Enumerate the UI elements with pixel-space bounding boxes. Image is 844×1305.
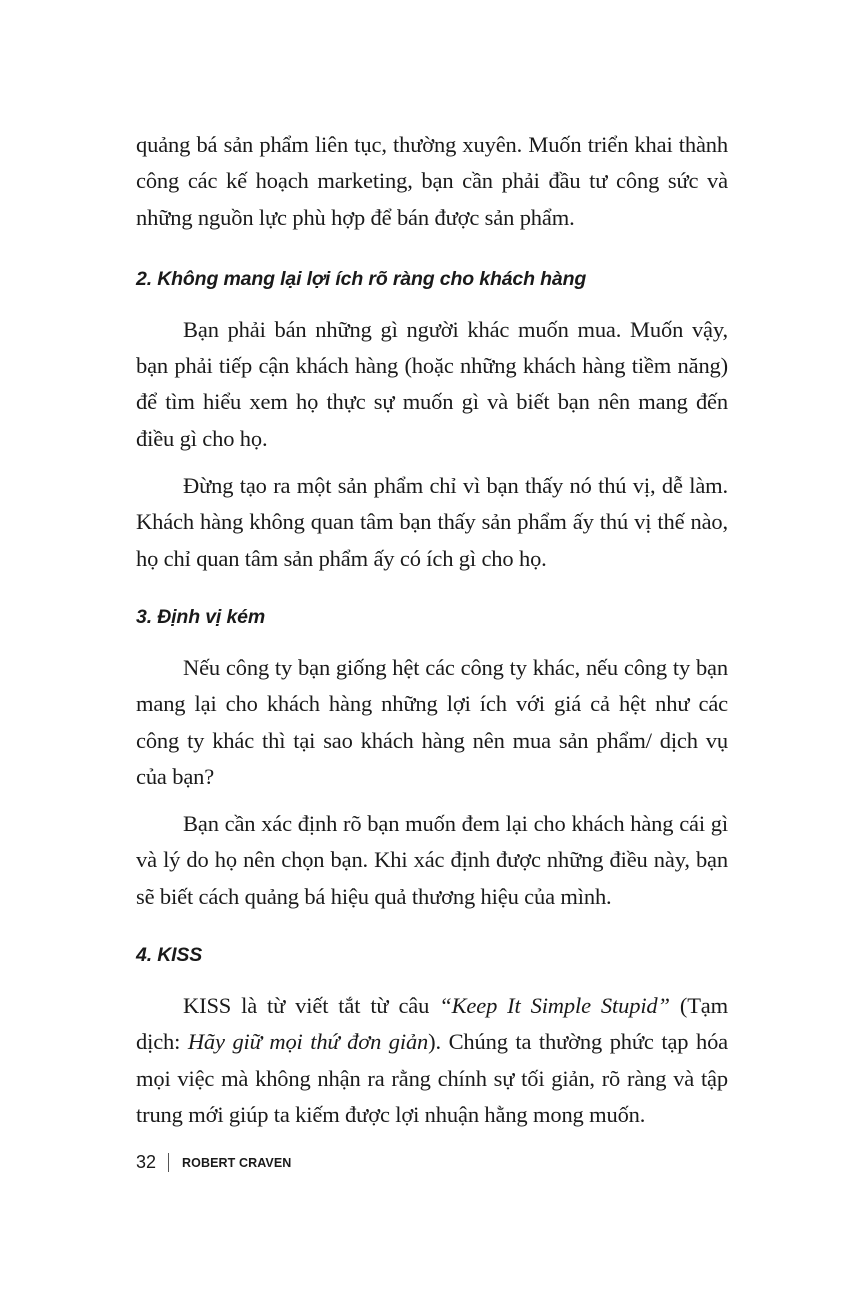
paragraph: Đừng tạo ra một sản phẩm chỉ vì bạn thấy nó thú vị, dễ làm. Khách hàng không quan tâm bạn thấy sản phẩm ấy thú vị thế nào, họ chỉ quan tâm sản phẩm ấy có ích gì cho họ. bbox=[136, 473, 728, 571]
paragraph: Nếu công ty bạn giống hệt các công ty khác, nếu công ty bạn mang lại cho khách hàng những lợi ích với giá cả hệt như các công ty khác thì tại sao khách hàng nên mua sản phẩm/ dịch vụ của bạn? bbox=[136, 654, 728, 789]
page-content bbox=[136, 127, 728, 1133]
kiss-text-part: (Tạm dịch: bbox=[136, 993, 728, 1055]
author-name: ROBERT CRAVEN bbox=[182, 1155, 292, 1170]
section-heading-positioning: 3. Định vị kém bbox=[136, 605, 266, 628]
kiss-paragraph bbox=[136, 988, 728, 1133]
footer-divider bbox=[168, 1153, 169, 1172]
kiss-quote: “Keep It Simple Stupid” bbox=[439, 993, 670, 1019]
paragraph: Bạn cần xác định rõ bạn muốn đem lại cho khách hàng cái gì và lý do họ nên chọn bạn. Khi xác định được những điều này, bạn sẽ biết cách quảng bá hiệu quả thương hiệu của mình. bbox=[136, 811, 728, 909]
intro-paragraph: quảng bá sản phẩm liên tục, thường xuyên. Muốn triển khai thành công các kế hoạch marketing, bạn cần phải đầu tư công sức và những nguồn lực phù hợp để bán được sản phẩm. bbox=[136, 132, 728, 230]
page-footer bbox=[136, 1152, 291, 1173]
kiss-text-part: ). Chúng ta thường phức tạp hóa mọi việc mà không nhận ra rằng chính sự tối giản, rõ ràng và tập trung mới giúp ta kiếm được lợi nhuận hằng mong muốn. bbox=[136, 1029, 729, 1127]
section-heading-kiss: 4. KISS bbox=[136, 944, 203, 967]
kiss-translation: Hãy giữ mọi thứ đơn giản bbox=[187, 1029, 429, 1055]
kiss-text-part: KISS là từ viết tắt từ câu bbox=[183, 993, 440, 1019]
section-heading-benefits: 2. Không mang lại lợi ích rõ ràng cho khách hàng bbox=[136, 267, 587, 290]
page-number: 32 bbox=[136, 1152, 157, 1172]
paragraph: Bạn phải bán những gì người khác muốn mua. Muốn vậy, bạn phải tiếp cận khách hàng (hoặc những khách hàng tiềm năng) để tìm hiểu xem họ thực sự muốn gì và biết bạn nên mang đến điều gì cho họ. bbox=[136, 316, 728, 451]
